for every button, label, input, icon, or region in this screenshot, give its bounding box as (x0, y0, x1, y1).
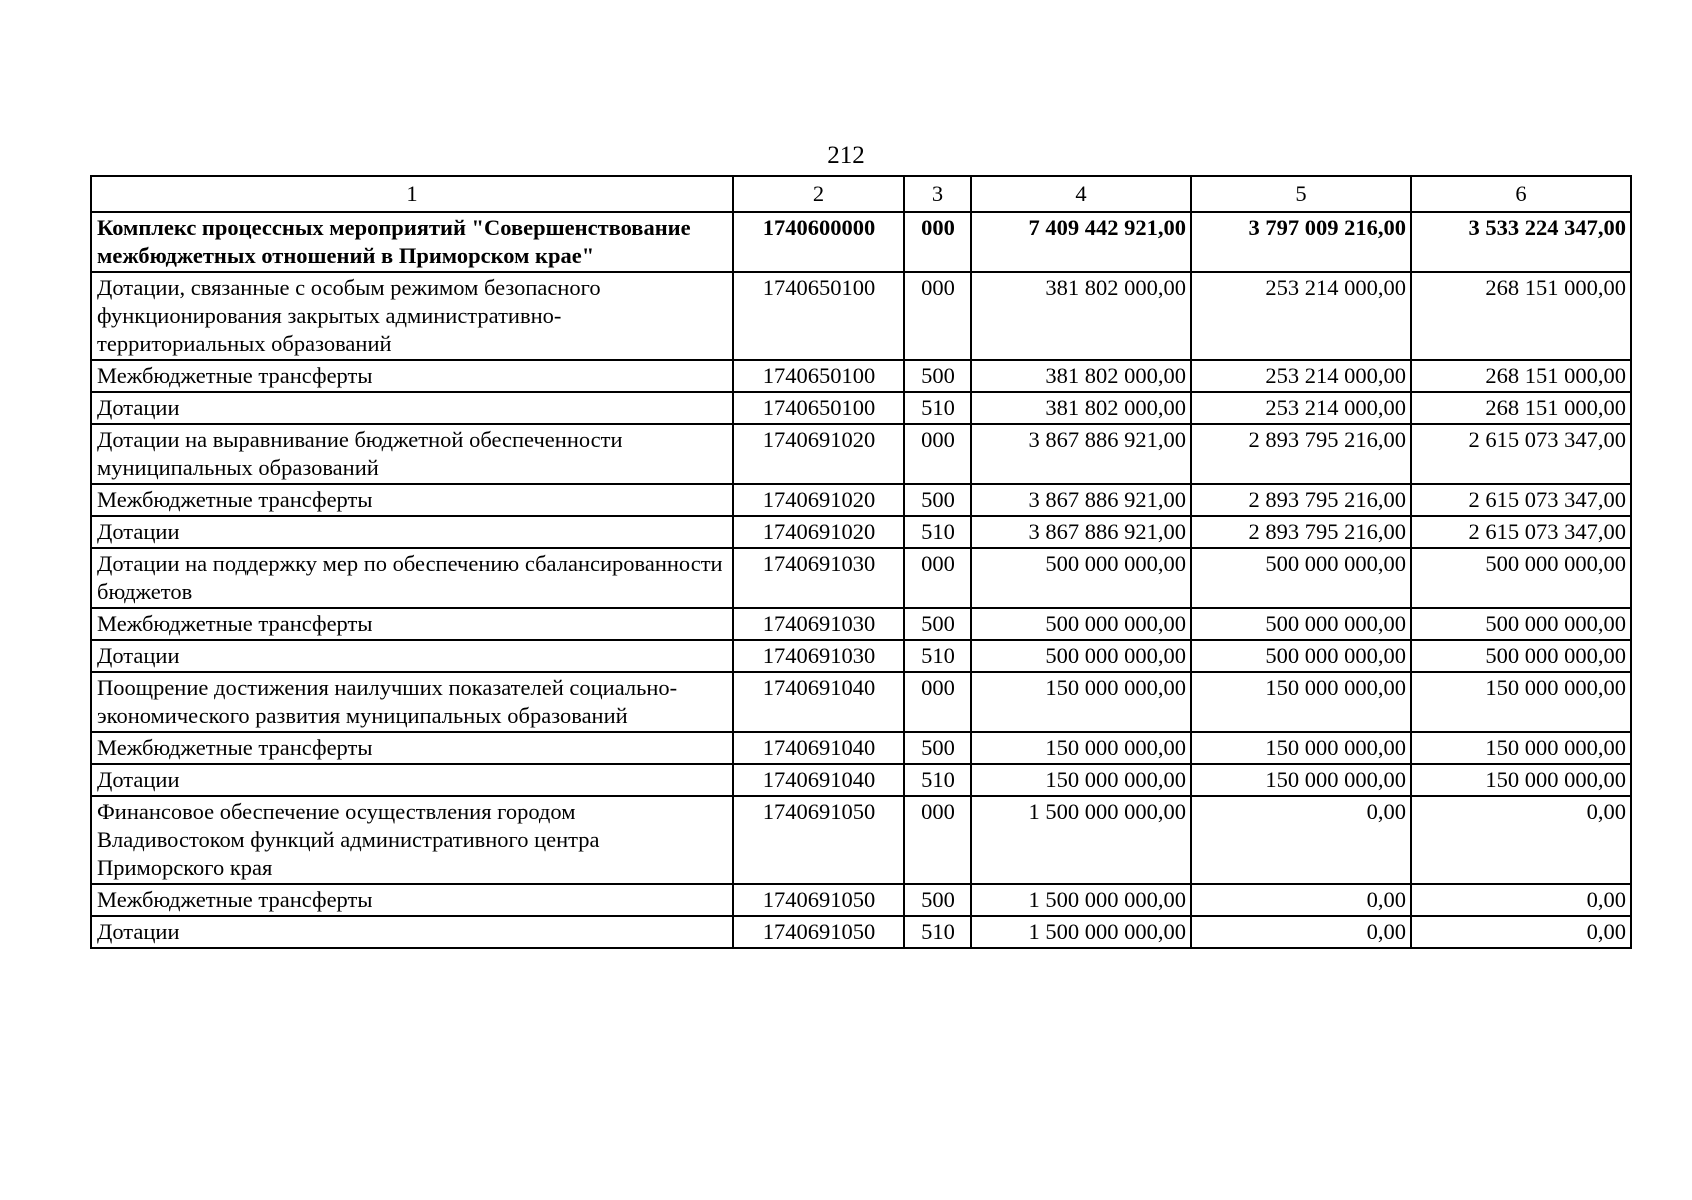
cell-amount-col-5: 2 893 795 216,00 (1191, 516, 1411, 548)
cell-amount-col-4: 500 000 000,00 (971, 640, 1191, 672)
cell-name: Межбюджетные трансферты (91, 732, 733, 764)
cell-expense-type: 500 (904, 360, 971, 392)
table-row (91, 796, 1631, 884)
table-row (91, 484, 1631, 516)
header-col-2: 2 (733, 176, 904, 212)
cell-amount-col-4: 3 867 886 921,00 (971, 424, 1191, 484)
cell-amount-col-6: 2 615 073 347,00 (1411, 484, 1631, 516)
table-row (91, 360, 1631, 392)
cell-expense-type: 510 (904, 392, 971, 424)
header-col-6: 6 (1411, 176, 1631, 212)
cell-amount-col-5: 0,00 (1191, 796, 1411, 884)
cell-expense-type: 500 (904, 608, 971, 640)
cell-amount-col-5: 253 214 000,00 (1191, 360, 1411, 392)
table-row (91, 424, 1631, 484)
cell-amount-col-4: 500 000 000,00 (971, 608, 1191, 640)
page-number: 212 (827, 142, 865, 169)
cell-amount-col-5: 2 893 795 216,00 (1191, 424, 1411, 484)
cell-amount-col-5: 500 000 000,00 (1191, 548, 1411, 608)
cell-amount-col-6: 268 151 000,00 (1411, 392, 1631, 424)
cell-amount-col-5: 150 000 000,00 (1191, 732, 1411, 764)
cell-amount-col-5: 500 000 000,00 (1191, 608, 1411, 640)
cell-name: Дотации, связанные с особым режимом безопасного функционирования закрытых административно-территориальных образований (91, 272, 733, 360)
cell-expense-type: 000 (904, 548, 971, 608)
cell-amount-col-5: 3 797 009 216,00 (1191, 212, 1411, 272)
cell-amount-col-6: 500 000 000,00 (1411, 608, 1631, 640)
cell-amount-col-5: 150 000 000,00 (1191, 672, 1411, 732)
cell-amount-col-6: 150 000 000,00 (1411, 672, 1631, 732)
table-row (91, 212, 1631, 272)
cell-expense-type: 000 (904, 796, 971, 884)
cell-amount-col-4: 500 000 000,00 (971, 548, 1191, 608)
cell-target-code: 1740691040 (733, 764, 904, 796)
cell-target-code: 1740691040 (733, 672, 904, 732)
cell-expense-type: 500 (904, 884, 971, 916)
cell-amount-col-4: 150 000 000,00 (971, 732, 1191, 764)
cell-amount-col-4: 1 500 000 000,00 (971, 796, 1191, 884)
cell-expense-type: 000 (904, 212, 971, 272)
cell-target-code: 1740691020 (733, 424, 904, 484)
cell-amount-col-4: 150 000 000,00 (971, 672, 1191, 732)
cell-amount-col-6: 150 000 000,00 (1411, 764, 1631, 796)
cell-target-code: 1740691030 (733, 640, 904, 672)
cell-name: Межбюджетные трансферты (91, 484, 733, 516)
cell-target-code: 1740691030 (733, 608, 904, 640)
cell-amount-col-5: 2 893 795 216,00 (1191, 484, 1411, 516)
budget-table (90, 175, 1632, 949)
cell-name: Дотации (91, 392, 733, 424)
cell-target-code: 1740650100 (733, 360, 904, 392)
cell-expense-type: 000 (904, 272, 971, 360)
table-row (91, 608, 1631, 640)
cell-amount-col-4: 1 500 000 000,00 (971, 916, 1191, 948)
cell-amount-col-4: 1 500 000 000,00 (971, 884, 1191, 916)
cell-amount-col-5: 253 214 000,00 (1191, 392, 1411, 424)
cell-name: Поощрение достижения наилучших показателей социально-экономического развития муниципальных образований (91, 672, 733, 732)
cell-expense-type: 510 (904, 640, 971, 672)
cell-target-code: 1740691020 (733, 516, 904, 548)
cell-amount-col-5: 0,00 (1191, 916, 1411, 948)
cell-target-code: 1740600000 (733, 212, 904, 272)
cell-amount-col-6: 268 151 000,00 (1411, 360, 1631, 392)
cell-amount-col-6: 2 615 073 347,00 (1411, 516, 1631, 548)
table-row (91, 764, 1631, 796)
table-row (91, 884, 1631, 916)
cell-name: Дотации (91, 916, 733, 948)
header-row (91, 176, 1631, 212)
table-row (91, 392, 1631, 424)
table-row (91, 732, 1631, 764)
table-row (91, 548, 1631, 608)
cell-amount-col-4: 381 802 000,00 (971, 392, 1191, 424)
cell-name: Дотации на выравнивание бюджетной обеспеченности муниципальных образований (91, 424, 733, 484)
table-body (91, 212, 1631, 948)
cell-target-code: 1740691050 (733, 796, 904, 884)
cell-amount-col-6: 500 000 000,00 (1411, 548, 1631, 608)
cell-amount-col-6: 2 615 073 347,00 (1411, 424, 1631, 484)
cell-name: Дотации (91, 516, 733, 548)
table-row (91, 640, 1631, 672)
cell-name: Дотации на поддержку мер по обеспечению сбалансированности бюджетов (91, 548, 733, 608)
cell-amount-col-6: 0,00 (1411, 884, 1631, 916)
cell-amount-col-6: 0,00 (1411, 796, 1631, 884)
table-row (91, 272, 1631, 360)
cell-amount-col-6: 500 000 000,00 (1411, 640, 1631, 672)
cell-target-code: 1740691050 (733, 884, 904, 916)
cell-target-code: 1740691020 (733, 484, 904, 516)
cell-expense-type: 500 (904, 484, 971, 516)
cell-name: Дотации (91, 640, 733, 672)
cell-amount-col-6: 0,00 (1411, 916, 1631, 948)
cell-target-code: 1740691030 (733, 548, 904, 608)
cell-amount-col-4: 3 867 886 921,00 (971, 516, 1191, 548)
header-col-3: 3 (904, 176, 971, 212)
cell-target-code: 1740650100 (733, 272, 904, 360)
table-row (91, 916, 1631, 948)
cell-name: Финансовое обеспечение осуществления городом Владивостоком функций административного центра Приморского края (91, 796, 733, 884)
cell-name: Комплекс процессных мероприятий "Совершенствование межбюджетных отношений в Приморском крае" (91, 212, 733, 272)
cell-expense-type: 000 (904, 672, 971, 732)
cell-amount-col-5: 500 000 000,00 (1191, 640, 1411, 672)
cell-expense-type: 500 (904, 732, 971, 764)
cell-amount-col-4: 7 409 442 921,00 (971, 212, 1191, 272)
cell-expense-type: 510 (904, 516, 971, 548)
cell-expense-type: 000 (904, 424, 971, 484)
cell-amount-col-4: 3 867 886 921,00 (971, 484, 1191, 516)
cell-amount-col-6: 150 000 000,00 (1411, 732, 1631, 764)
cell-amount-col-5: 253 214 000,00 (1191, 272, 1411, 360)
cell-amount-col-6: 3 533 224 347,00 (1411, 212, 1631, 272)
header-col-1: 1 (91, 176, 733, 212)
cell-amount-col-4: 381 802 000,00 (971, 360, 1191, 392)
cell-amount-col-4: 381 802 000,00 (971, 272, 1191, 360)
cell-name: Дотации (91, 764, 733, 796)
cell-amount-col-6: 268 151 000,00 (1411, 272, 1631, 360)
cell-name: Межбюджетные трансферты (91, 360, 733, 392)
cell-amount-col-4: 150 000 000,00 (971, 764, 1191, 796)
cell-target-code: 1740691040 (733, 732, 904, 764)
header-col-5: 5 (1191, 176, 1411, 212)
cell-expense-type: 510 (904, 764, 971, 796)
cell-amount-col-5: 150 000 000,00 (1191, 764, 1411, 796)
cell-expense-type: 510 (904, 916, 971, 948)
header-col-4: 4 (971, 176, 1191, 212)
table-row (91, 672, 1631, 732)
cell-amount-col-5: 0,00 (1191, 884, 1411, 916)
cell-name: Межбюджетные трансферты (91, 608, 733, 640)
cell-name: Межбюджетные трансферты (91, 884, 733, 916)
cell-target-code: 1740650100 (733, 392, 904, 424)
cell-target-code: 1740691050 (733, 916, 904, 948)
table-row (91, 516, 1631, 548)
